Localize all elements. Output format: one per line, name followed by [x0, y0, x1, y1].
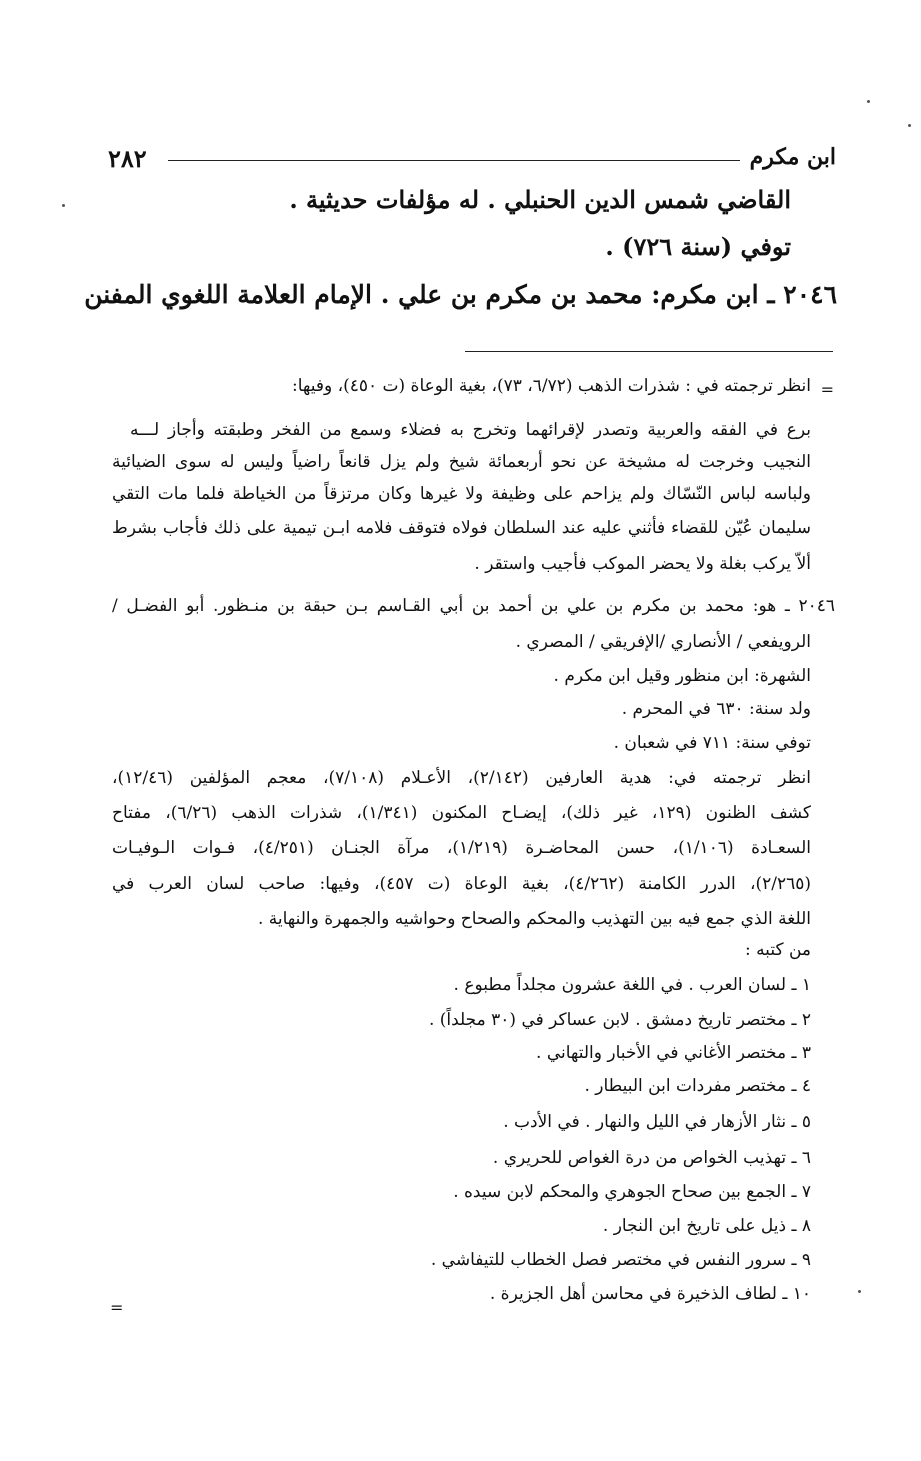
footnote-2046-source-4: (٢/٢٦٥)، الدرر الكامنة (٤/٢٦٢)، بغية الوعاة (ت ٤٥٧)، وفيها: صاحب لسان العرب في — [112, 874, 811, 894]
book-item: ٤ ـ مختصر مفردات ابن البيطار . — [584, 1076, 811, 1096]
footnote-prev-line-6: ألاّ يركب بغلة ولا يحضر الموكب فأجيب واستقر . — [474, 554, 811, 574]
footnote-prev-line-1: انظر ترجمته في : شذرات الذهب (٦/٧٢، ٧٣)، بغية الوعاة (ت ٤٥٠)، وفيها: — [291, 376, 811, 396]
footnote-2046-died: توفي سنة: ٧١١ في شعبان . — [613, 733, 811, 753]
scan-speck — [62, 204, 65, 207]
book-item: ٦ ـ تهذيب الخواص من درة الغواص للحريري . — [492, 1148, 811, 1168]
book-item: ٢ ـ مختصر تاريخ دمشق . لابن عساكر في (٣٠ مجلداً) . — [428, 1010, 811, 1030]
continuation-marker-bottom: = — [110, 1298, 124, 1317]
book-item: ١٠ ـ لطاف الذخيرة في محاسن أهل الجزيرة . — [489, 1284, 811, 1304]
main-text-line-1: القاضي شمس الدين الحنبلي . له مؤلفات حديثية . — [289, 185, 791, 214]
header-rule — [168, 160, 740, 161]
continuation-marker-top: = — [820, 380, 834, 399]
footnote-2046-line-1: ٢٠٤٦ ـ هو: محمد بن مكرم بن علي بن أحمد بن أبي القـاسم بـن حبقة بن منـظور. أبو الفضـل / — [112, 596, 835, 616]
running-title: ابن مكرم — [749, 144, 836, 170]
footnote-2046-source-5: اللغة الذي جمع فيه بين التهذيب والمحكم والصحاح وحواشيه والجمهرة والنهاية . — [257, 909, 811, 929]
footnote-divider — [465, 351, 833, 352]
footnote-prev-line-5: سليمان عُيّن للقضاء فأثني عليه عند السلطان فولاه فتوقف فلامه ابـن تيمية على ذلك فأجاب بشرط — [112, 518, 811, 538]
book-item: ٧ ـ الجمع بين صحاح الجوهري والمحكم لابن سيده . — [453, 1182, 811, 1202]
scan-speck — [908, 124, 911, 127]
book-item: ٥ ـ نثار الأزهار في الليل والنهار . في الأدب . — [503, 1112, 811, 1132]
page-number: ٢٨٢ — [108, 144, 147, 173]
book-item: ٣ ـ مختصر الأغاني في الأخبار والتهاني . — [536, 1043, 811, 1063]
footnote-prev-line-3: النجيب وخرجت له مشيخة عن نحو أربعمائة شيخ ولم يزل قانعاً راضياً وليس له سوى الضيائية — [112, 452, 811, 472]
running-header — [108, 138, 836, 178]
footnote-prev-line-4: ولباسه لباس النّسّاك ولم يزاحم على وظيفة ولا غيرها وكان مرتزقاً من الخياطة فلما مات التقي — [112, 484, 811, 504]
books-heading: من كتبه : — [744, 940, 811, 960]
footnote-2046-source-2: كشف الظنون (١٢٩، غير ذلك)، إيضـاح المكنون (١/٣٤١)، شذرات الذهب (٦/٢٦)، مفتاح — [112, 803, 812, 823]
book-item: ٨ ـ ذيل على تاريخ ابن النجار . — [602, 1216, 811, 1236]
book-item: ١ ـ لسان العرب . في اللغة عشرون مجلداً مطبوع . — [453, 975, 811, 995]
entry-heading-2046: ٢٠٤٦ ـ ابن مكرم: محمد بن مكرم بن علي . الإمام العلامة اللغوي المفنن — [84, 280, 837, 309]
footnote-2046-born: ولد سنة: ٦٣٠ في المحرم . — [621, 699, 811, 719]
footnote-2046-line-2: الرويفعي / الأنصاري /الإفريقي / المصري . — [515, 632, 811, 652]
footnote-prev-line-2: برع في الفقه والعربية وتصدر لإقرائهما وتخرج به فضلاء وسمع من الفخر وطبقته وأجاز لـــه — [130, 420, 811, 440]
scan-speck — [858, 1290, 861, 1293]
book-item: ٩ ـ سرور النفس في مختصر فصل الخطاب للتيفاشي . — [430, 1250, 811, 1270]
scan-speck — [867, 100, 870, 103]
footnote-2046-source-1: انظر ترجمته في: هدية العارفين (٢/١٤٢)، الأعـلام (٧/١٠٨)، معجم المؤلفين (١٢/٤٦)، — [112, 768, 812, 788]
footnote-2046-fame: الشهرة: ابن منظور وقيل ابن مكرم . — [553, 666, 811, 686]
main-text-line-2: توفي (سنة ٧٢٦) . — [605, 232, 791, 261]
footnote-2046-source-3: السعـادة (١/١٠٦)، حسن المحاضـرة (١/٢١٩)، مرآة الجنـان (٤/٢٥١)، فـوات الـوفيـات — [112, 838, 811, 858]
